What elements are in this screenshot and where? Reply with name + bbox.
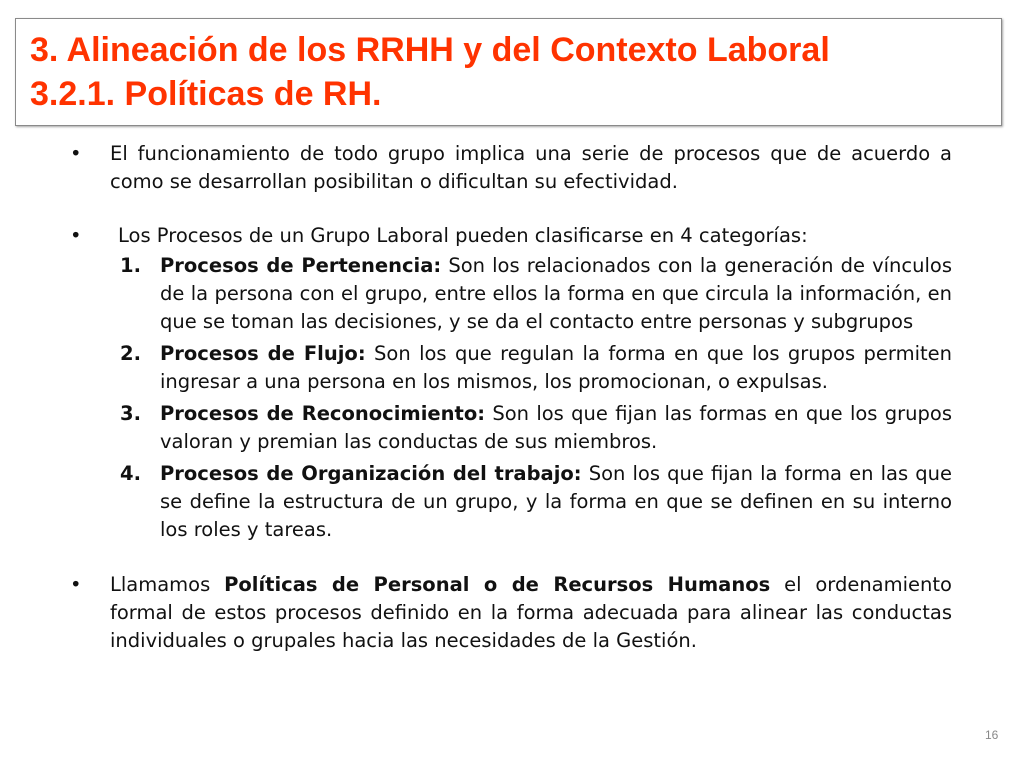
- bullet-text: Los Procesos de un Grupo Laboral pueden clasificarse en 4 categorías:: [118, 224, 808, 247]
- process-title: Procesos de Reconocimiento:: [160, 402, 486, 425]
- bullet-marker: •: [70, 573, 82, 596]
- process-list: [70, 252, 952, 544]
- slide-subtitle: 3.2.1. Políticas de RH.: [30, 75, 382, 113]
- policies-term: Políticas de Personal o de Recursos Humanos: [224, 573, 771, 596]
- process-item: [120, 340, 952, 396]
- bullet-marker: •: [70, 142, 82, 165]
- slide-body: [70, 140, 952, 655]
- bullet-text: [110, 573, 952, 652]
- process-title: Procesos de Pertenencia:: [160, 254, 442, 277]
- slide-title: 3. Alineación de los RRHH y del Contexto Laboral: [30, 31, 830, 69]
- process-item: [120, 460, 952, 544]
- bullet-text-intro: Llamamos: [110, 573, 225, 596]
- process-number: 3.: [120, 402, 141, 425]
- process-description: Son los que regulan la forma en que los grupos permiten ingresar a una persona en los mismos, los promocionan, o expulsas.: [160, 342, 952, 393]
- process-number: 2.: [120, 342, 141, 365]
- process-item: [120, 252, 952, 336]
- bullet-item: [70, 571, 952, 655]
- process-description: Son los relacionados con la generación de vínculos de la persona con el grupo, entre ellos la forma en que circula la información, en que se toman las decisiones, y se da el contacto entre personas y subgrupos: [160, 254, 952, 333]
- process-description: Son los que fijan las formas en que los grupos valoran y premian las conductas de sus miembros.: [160, 402, 953, 453]
- process-number: 4.: [120, 462, 141, 485]
- process-item: [120, 400, 953, 456]
- bullet-item: [70, 222, 952, 250]
- page-number: 16: [985, 728, 999, 742]
- process-number: 1.: [120, 254, 141, 277]
- bullet-marker: •: [70, 224, 82, 247]
- process-title: Procesos de Flujo:: [160, 342, 366, 365]
- bullet-item: [70, 140, 952, 196]
- title-frame: [15, 18, 1002, 126]
- process-description: Son los que fijan la forma en las que se define la estructura de un grupo, y la forma en que se definen en su interno los roles y tareas.: [160, 462, 952, 541]
- bullet-text-rest: el ordenamiento formal de estos procesos definido en la forma adecuada para alinear las conductas individuales o grupales hacia las necesidades de la Gestión.: [110, 573, 952, 652]
- bullet-text: El funcionamiento de todo grupo implica una serie de procesos que de acuerdo a como se desarrollan posibilitan o dificultan su efectividad.: [110, 142, 952, 193]
- process-title: Procesos de Organización del trabajo:: [160, 462, 582, 485]
